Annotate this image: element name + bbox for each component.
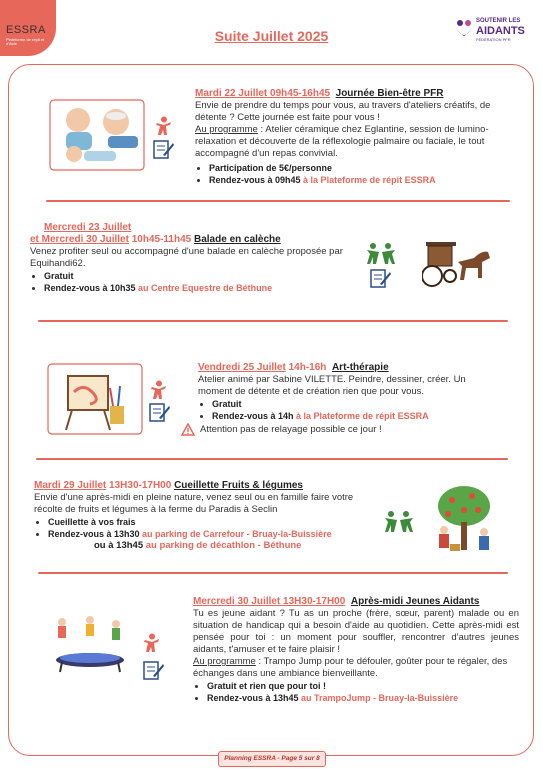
signup-form-icon [149,402,171,422]
signup-form-icon [143,660,165,680]
event-description: Envie de prendre du temps pour vous, au travers d'ateliers créatifs, de détente ? Cette journée est faite pour vous ! [195,100,491,123]
program-text: : Trampo Jump pour te défouler, goûter pour te régaler, des échanges dans une ambiance bienveillante. [193,656,508,679]
event-description: Atelier animé par Sabine VILETTE. Peindre, dessiner, créer. Un moment de détente et de création rien que pour vous. [198,374,466,397]
event-title: Balade en calèche [194,234,281,245]
page-title: Suite Juillet 2025 [214,28,329,44]
event-bien-etre [195,88,505,186]
price-info: Gratuit [44,271,74,281]
event-time: 13H30-17H00 [109,480,172,491]
event-date-2: et Mercredi 30 Juillet [30,234,129,245]
meeting-time: Rendez-vous à 13h45 [207,693,299,703]
separator [38,572,508,574]
group-icon [366,242,396,266]
person-icon [150,380,168,400]
event-art-therapie [198,362,498,422]
event-time: 10h45-11h45 [131,234,192,245]
event-description: Venez profiter seul ou accompagné d'une balade en calèche proposée par Equihandi62. [30,246,343,269]
price-info: Participation de 5€/personne [209,163,333,173]
meeting-time: Rendez-vous à 10h35 [44,283,136,293]
price-info: Gratuit et rien que pour toi ! [207,681,326,691]
meeting-place-alt: au parking de décathlon - Béthune [143,540,302,551]
aidants-line1: SOUTENIR LES [476,18,521,24]
harvest-image [428,484,500,556]
heart-people-icon [454,18,474,40]
event-title: Journée Bien-être PFR [335,88,444,99]
meeting-place: au TrampoJump - Bruay-la-Buissière [298,693,459,703]
aidants-logo [454,16,536,44]
art-image [46,362,144,436]
event-time: 14h-16h [288,362,327,373]
event-date: Mardi 22 Juillet 09h45-16h45 [195,88,331,99]
logo-name: ESSRA [6,24,46,36]
event-caleche [30,222,360,294]
separator [38,320,508,322]
event-description: Envie d'une après-midi en pleine nature, venez seul ou en famille faire votre récolte de fruits et légumes à la ferme du Paradis à Seclin [34,492,354,515]
event-title: Art-thérapie [331,362,389,373]
event-date: Mercredi 30 Juillet 13H30-17H00 [193,596,346,607]
page-footer: Planning ESSRA - Page 5 sur 8 [218,751,326,767]
meeting-place: au parking de Carrefour - Bruay-la-Buissière [139,529,332,539]
event-date: Vendredi 25 Juillet [198,362,286,373]
meeting-time: Rendez-vous à 09h45 [209,175,301,185]
warning-text: Attention pas de relayage possible ce jour ! [200,424,382,435]
separator [36,458,508,460]
logo-subtitle: Plateforme de répit et d'Aide [6,37,45,46]
meeting-place: à la Plateforme de répit ESSRA [293,411,429,421]
meeting-place: à la Plateforme de répit ESSRA [300,175,436,185]
event-date: Mardi 29 Juillet [34,480,107,491]
event-jeunes-aidants [193,596,519,704]
event-date: Mercredi 23 Juillet [44,222,132,233]
program-text: : Atelier céramique chez Eglantine, session de lumino-relaxation et découverte de la réflexologie palmaire ou faciale, le tout accompagné d'un repas convivial. [195,124,489,159]
meeting-time: Rendez-vous à 14h [212,411,294,421]
trampoline-image [40,614,140,674]
meeting-place: au Centre Equestre de Béthune [135,283,273,293]
price-info: Cueillette à vos frais [48,517,136,527]
meeting-time-alt: ou à 13h45 [94,540,144,551]
price-info: Gratuit [212,399,242,409]
program-label: Au programme [195,124,258,135]
separator [46,200,510,202]
aidants-line2: AIDANTS [476,25,525,37]
event-cueillette [34,480,364,552]
program-label: Au programme [193,656,256,667]
event-description: Tu es jeune aidant ? Tu as un proche (frère, sœur, parent) malade ou en situation de handicap qui a besoin d'aide au quotidien. Cette après-midi est pensée pour toi : un moment pour souffler, rencontrer d'autres jeunes aidants, t'amuser et te faire plaisir ! [193,608,519,655]
wellness-image [48,96,148,174]
signup-form-icon [370,268,392,288]
aidants-line3: FÉDÉRATION PFR [476,37,511,42]
event-title: Après-midi Jeunes Aidants [350,596,480,607]
carriage-image [422,236,494,292]
group-icon [384,510,414,534]
person-icon [143,633,161,653]
meeting-time: Rendez-vous à 13h30 [48,529,140,539]
signup-form-icon [153,139,175,159]
warning-icon [181,423,195,436]
event-title: Cueillette Fruits & légumes [174,480,303,491]
person-icon [155,116,173,136]
